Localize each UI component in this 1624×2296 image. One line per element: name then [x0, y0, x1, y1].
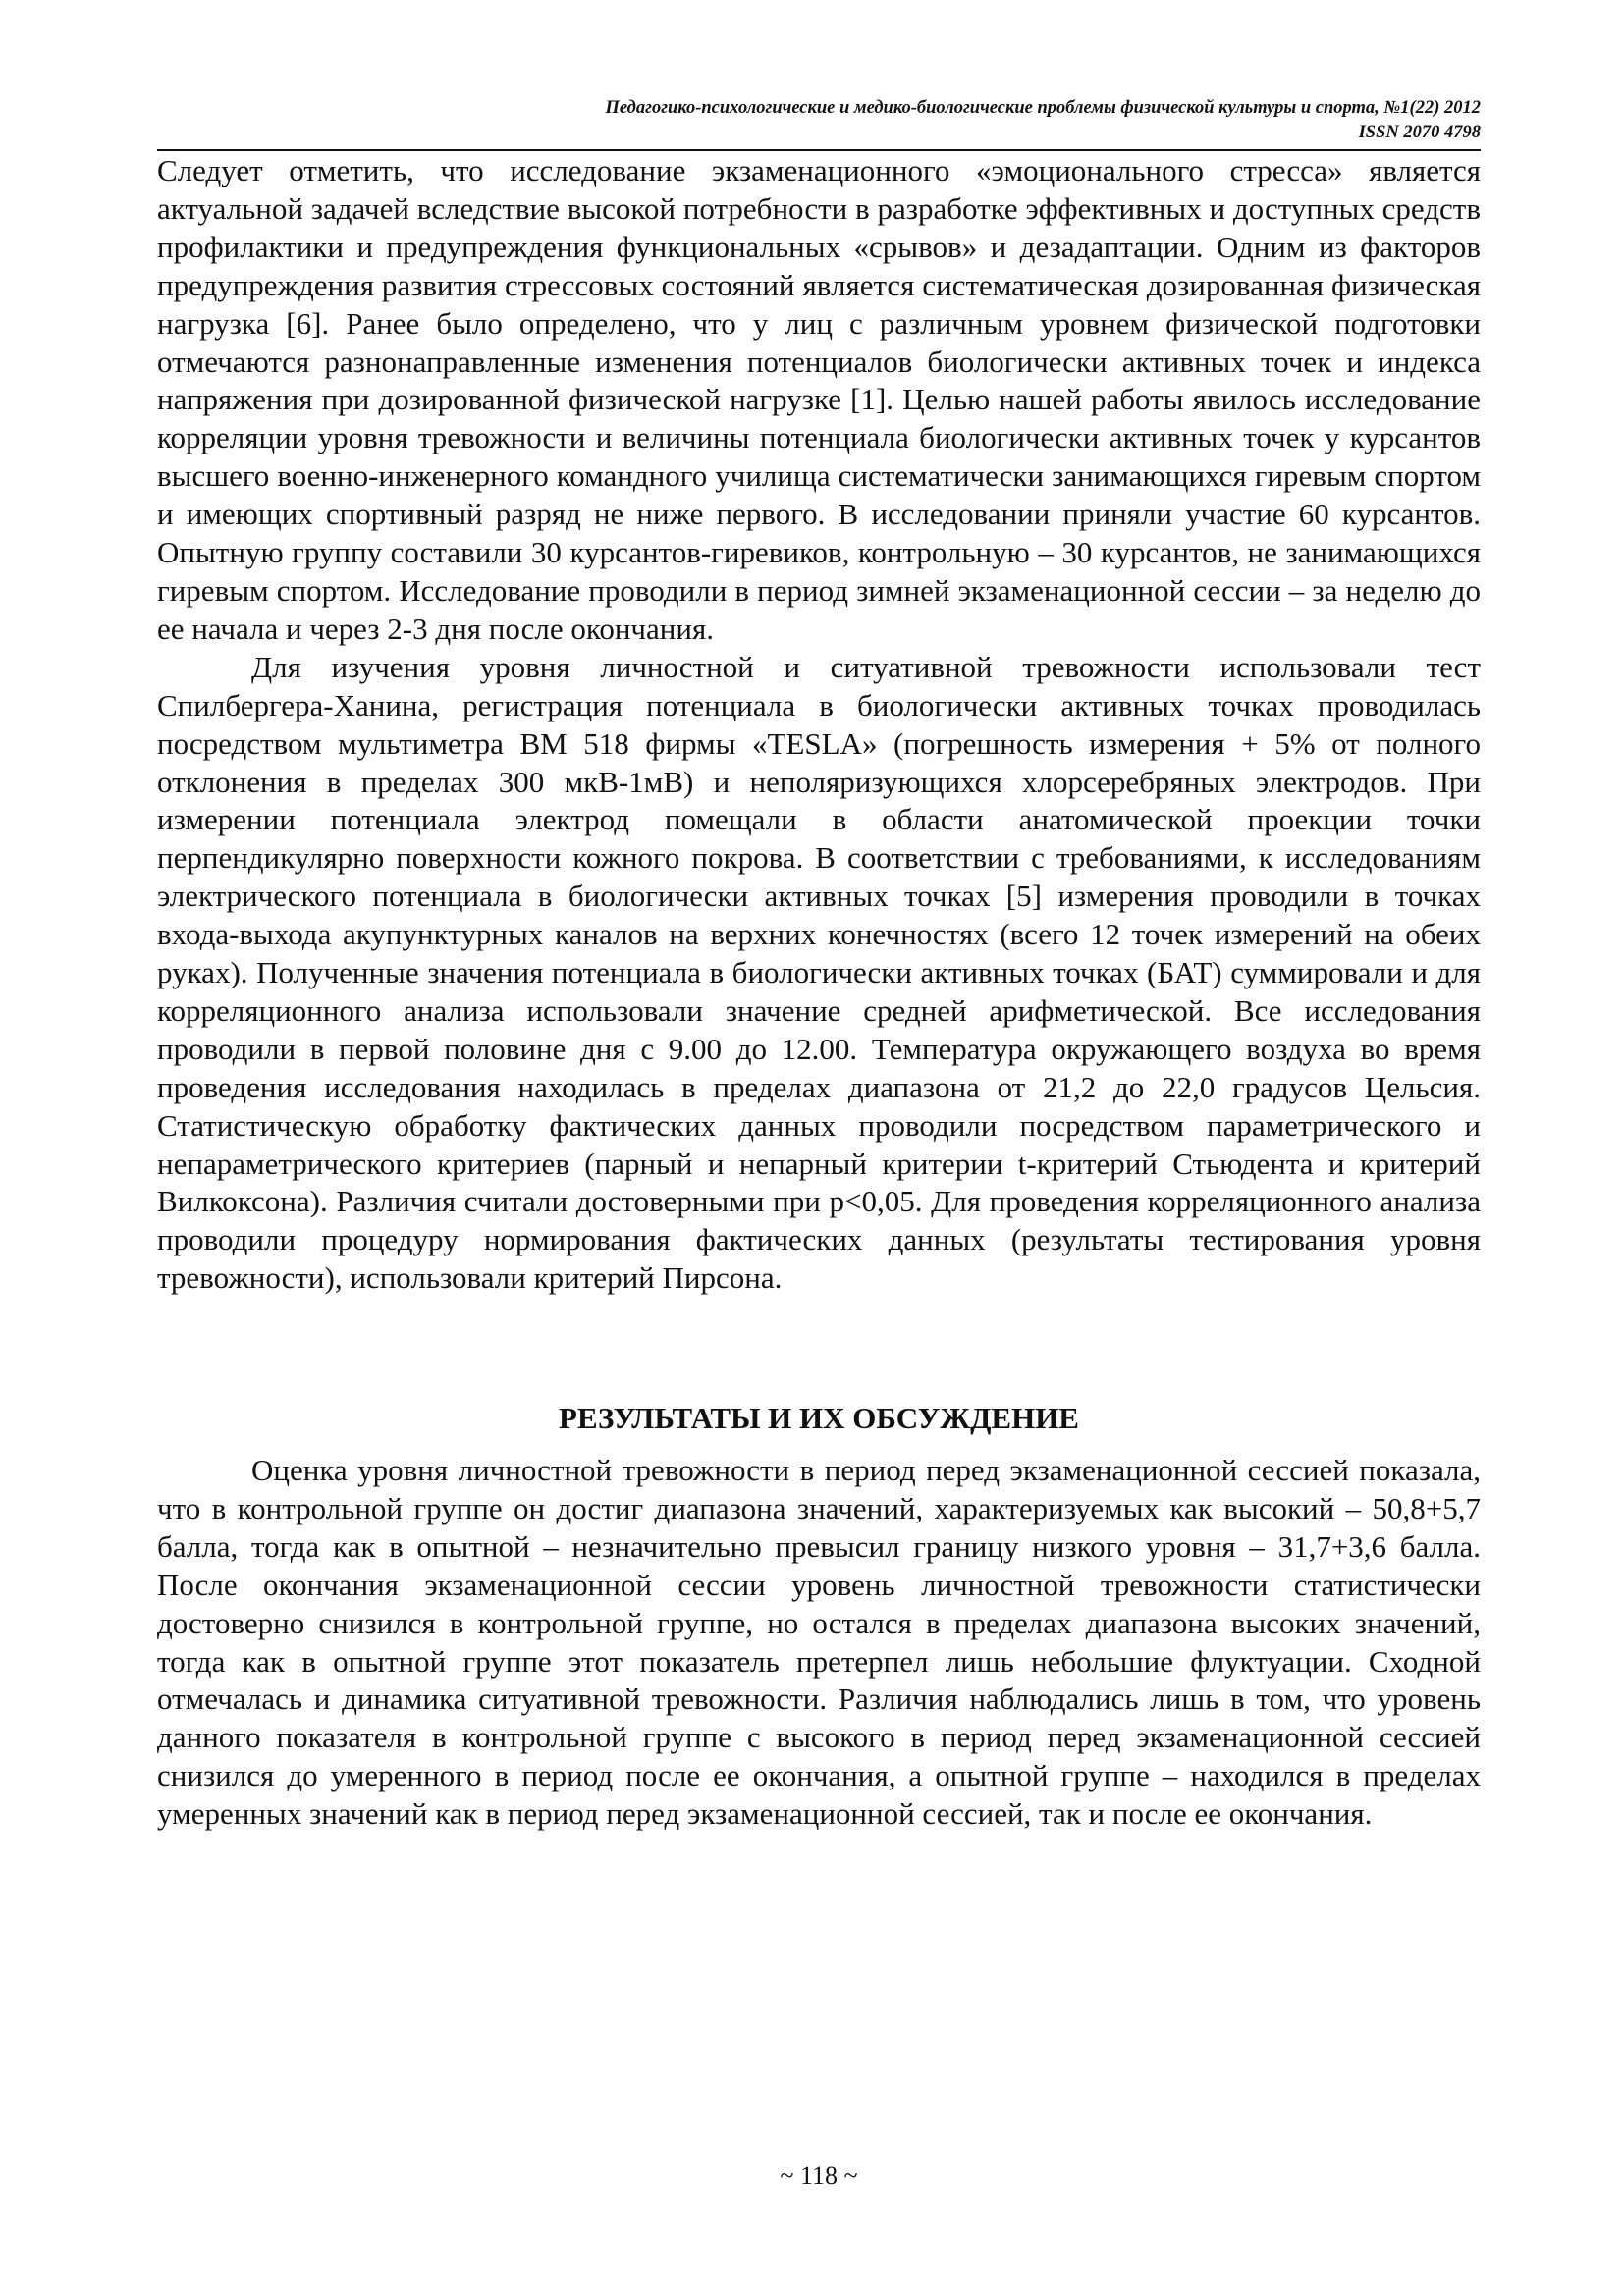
- results-text: [157, 1452, 1481, 1834]
- journal-title: Педагогико-психологические и медико-биологические проблемы физической культуры и спорта, №1(22) 2012: [605, 98, 1481, 118]
- paragraph-methods: Для изучения уровня личностной и ситуативной тревожности использовали тест Спилбергера-Ханина, регистрация потенциала в биологически активных точках проводилась посредством мультиметра ВМ 518 фирмы «TESLA» (погрешность измерения + 5% от полного отклонения в пределах 300 мкВ-1мВ) и неполяризующихся хлорсеребряных электродов. При измерении потенциала электрод помещали в области анатомической проекции точки перпендикулярно поверхности кожного покрова. В соответствии с требованиями, к исследованиям электрического потенциала в биологически активных точках [5] измерения проводили в точках входа-выхода акупунктурных каналов на верхних конечностях (всего 12 точек измерений на обеих руках). Полученные значения потенциала в биологически активных точках (БАТ) суммировали и для корреляционного анализа использовали значение средней арифметической. Все исследования проводили в первой половине дня с 9.00 до 12.00. Температура окружающего воздуха во время проведения исследования находилась в пределах диапазона от 21,2 до 22,0 градусов Цельсия. Статистическую обработку фактических данных проводили посредством параметрического и непараметрического критериев (парный и непарный критерии t-критерий Стьюдента и критерий Вилкоксона). Различия считали достоверными при p<0,05. Для проведения корреляционного анализа проводили процедуру нормирования фактических данных (результаты тестирования уровня тревожности), использовали критерий Пирсона.: [157, 649, 1481, 1296]
- issn-line: ISSN 2070 4798: [1358, 123, 1481, 142]
- header-divider: [157, 149, 1481, 151]
- section-heading: РЕЗУЛЬТАТЫ И ИХ ОБСУЖДЕНИЕ: [559, 1401, 1079, 1435]
- page-number: ~ 118 ~: [780, 2162, 858, 2190]
- paragraph-intro: Следует отметить, что исследование экзаменационного «эмоционального стресса» является актуальной задачей вследствие высокой потребности в разработке эффективных и доступных средств профилактики и предупреждения функциональных «срывов» и дезадаптации. Одним из факторов предупреждения развития стрессовых состояний является систематическая дозированная физическая нагрузка [6]. Ранее было определено, что у лиц с различным уровнем физической подготовки отмечаются разнонаправленные изменения потенциалов биологически активных точек и индекса напряжения при дозированной физической нагрузке [1]. Целью нашей работы явилось исследование корреляции уровня тревожности и величины потенциала биологически активных точек у курсантов высшего военно-инженерного командного училища систематически занимающихся гиревым спортом и имеющих спортивный разряд не ниже первого. В исследовании приняли участие 60 курсантов. Опытную группу составили 30 курсантов-гиревиков, контрольную – 30 курсантов, не занимающихся гиревым спортом. Исследование проводили в период зимней экзаменационной сессии – за неделю до ее начала и через 2-3 дня после окончания.: [157, 153, 1481, 646]
- running-header: [157, 96, 1481, 145]
- paragraph-results: Оценка уровня личностной тревожности в период перед экзаменационной сессией показала, что в контрольной группе он достиг диапазона значений, характеризуемых как высокий – 50,8+5,7 балла, тогда как в опытной – незначительно превысил границу низкого уровня – 31,7+3,6 балла. После окончания экзаменационной сессии уровень личностной тревожности статистически достоверно снизился в контрольной группе, но остался в пределах диапазона высоких значений, тогда как в опытной группе этот показатель претерпел лишь небольшие флуктуации. Сходной отмечалась и динамика ситуативной тревожности. Различия наблюдались лишь в том, что уровень данного показателя в контрольной группе с высокого в период перед экзаменационной сессией снизился до умеренного в период после ее окончания, а опытной группе – находился в пределах умеренных значений как в период перед экзаменационной сессией, так и после ее окончания.: [157, 1453, 1481, 1832]
- body-text: [157, 152, 1481, 1298]
